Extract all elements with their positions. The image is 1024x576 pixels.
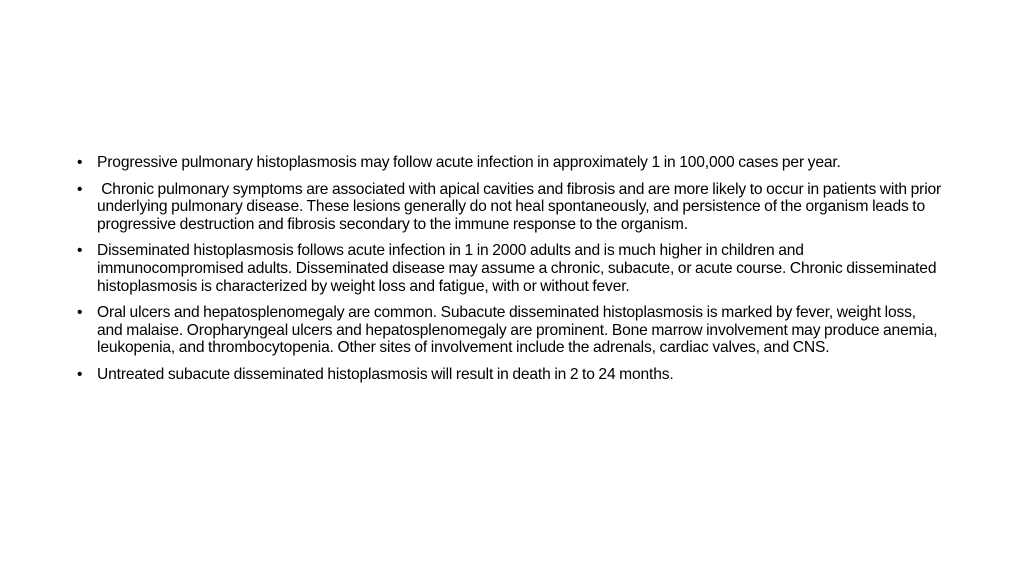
bullet-item — [77, 181, 943, 234]
bullet-text: Chronic pulmonary symptoms are associated with apical cavities and fibrosis and are more likely to occur in patients with prior underlying pulmonary disease. These lesions generally do not heal spontaneously, and persistence of the organism leads to progressive destruction and fibrosis secondary to the immune response to the organism. — [97, 180, 945, 233]
bullet-item — [77, 242, 943, 295]
bullet-marker: • — [77, 365, 83, 383]
bullet-marker: • — [77, 180, 83, 198]
bullet-text: Oral ulcers and hepatosplenomegaly are common. Subacute disseminated histoplasmosis is marked by fever, weight loss, and malaise. Oropharyngeal ulcers and hepatosplenomegaly are prominent. Bone marrow involvement may produce anemia, leukopenia, and thrombocytopenia. Other sites of involvement include the adrenals, cardiac valves, and CNS. — [97, 304, 938, 357]
bullet-marker: • — [77, 154, 83, 171]
bullet-list — [77, 154, 943, 393]
bullet-item — [77, 304, 943, 357]
bullet-text: Untreated subacute disseminated histoplasmosis will result in death in 2 to 24 months. — [97, 365, 674, 383]
bullet-text: Progressive pulmonary histoplasmosis may follow acute infection in approximately 1 in 100,000 cases per year. — [97, 154, 841, 171]
bullet-text: Disseminated histoplasmosis follows acute infection in 1 in 2000 adults and is much higher in children and immunocompromised adults. Disseminated disease may assume a chronic, subacute, or acute course. Chronic disseminated histoplasmosis is characterized by weight loss and fatigue, with or without fever. — [97, 242, 937, 295]
bullet-item — [77, 154, 943, 172]
bullet-marker: • — [77, 242, 83, 260]
bullet-marker: • — [77, 304, 83, 322]
bullet-item — [77, 366, 943, 384]
